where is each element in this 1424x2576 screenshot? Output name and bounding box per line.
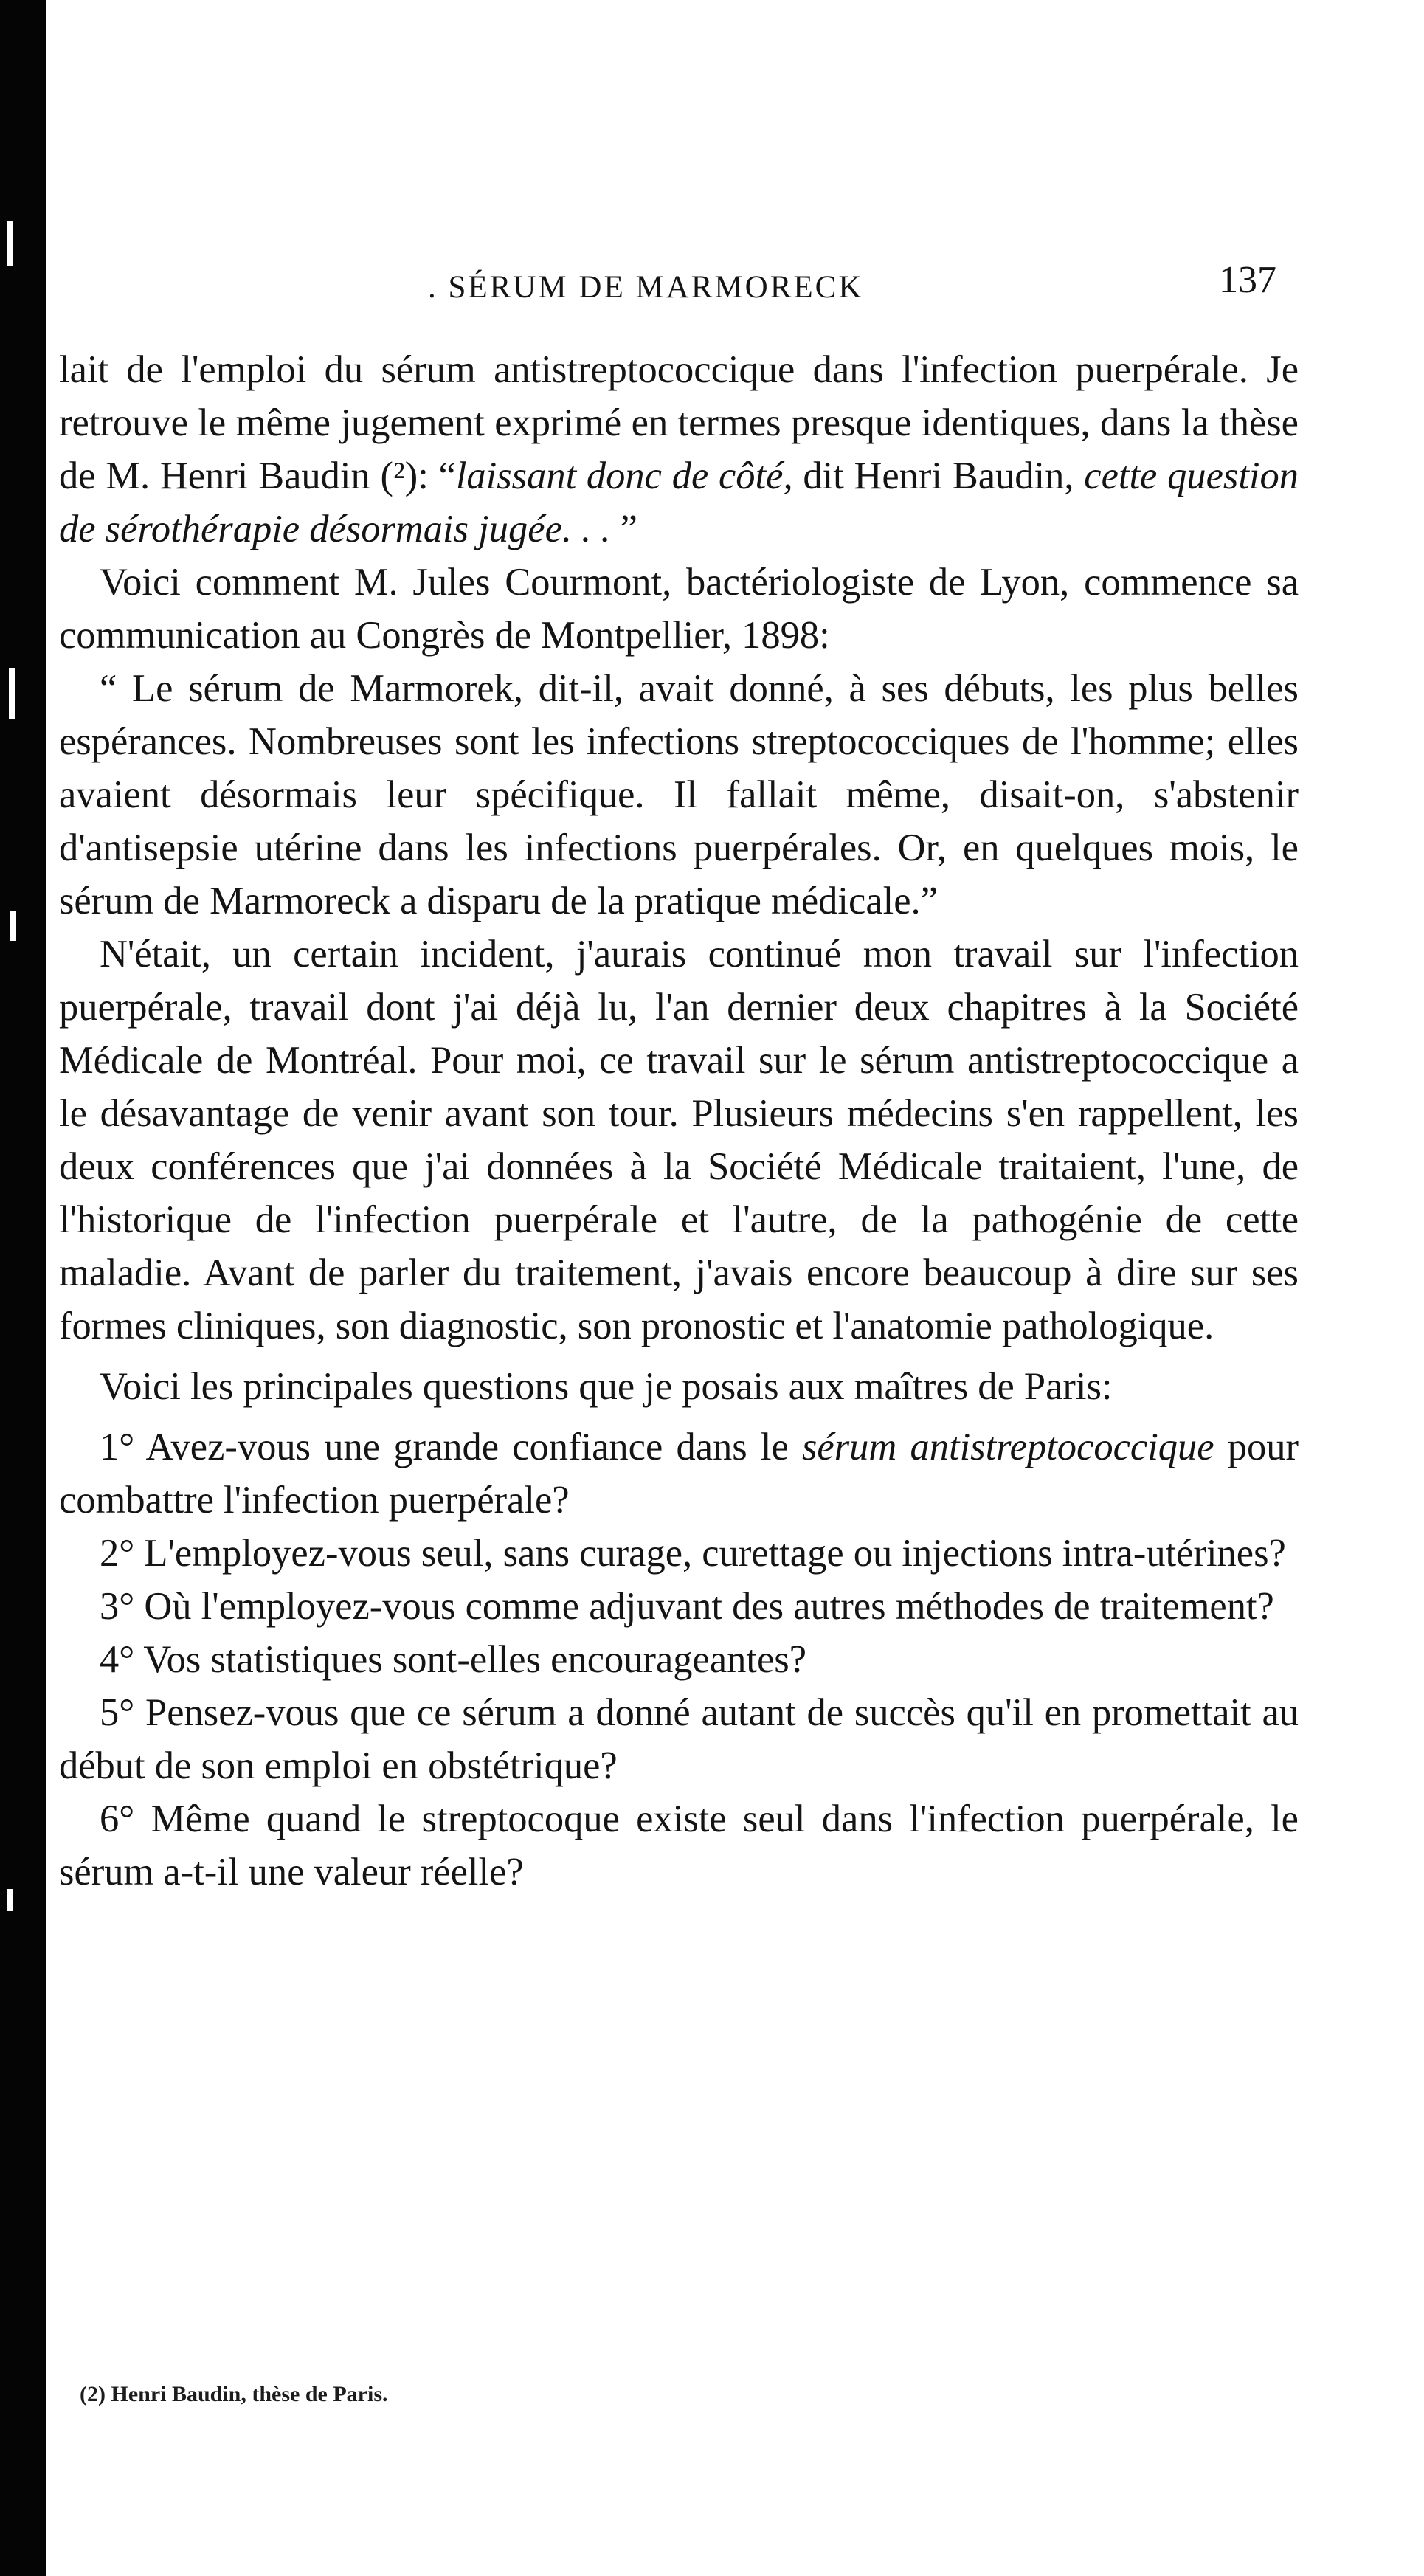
paragraph: [59, 1360, 1299, 1413]
paragraph: [59, 556, 1299, 662]
paragraph: [59, 662, 1299, 928]
text-run: Voici comment M. Jules Courmont, bactériologiste de Lyon, commence sa communication au Congrès de Montpellier, 1898:: [59, 561, 1299, 657]
italic-text: cette question de sérothérapie désormais jugée. . .: [59, 455, 1299, 550]
text-run: 4° Vos statistiques sont-elles encourageantes?: [100, 1638, 807, 1681]
text-run: 2° L'employez-vous seul, sans curage, curettage ou injections intra-utérines?: [100, 1532, 1286, 1575]
text-run: “ Le sérum de Marmorek, dit-il, avait donné, à ses débuts, les plus belles espérances. Nombreuses sont les infections streptococciques de l'homme; elles avaient désormais leur spécifique. Il fallait même, disait-on, s'abstenir d'antisepsie utérine dans les infections puerpérales. Or, en quelques mois, le sérum de Marmoreck a disparu de la pratique médicale.”: [59, 667, 1299, 922]
paragraph: [59, 928, 1299, 1353]
scan-mark: [7, 221, 13, 266]
scan-binding-edge: [0, 0, 46, 2576]
paragraph: [59, 1420, 1299, 1527]
page-number: 137: [1219, 259, 1276, 301]
italic-text: laissant donc de côté,: [455, 455, 793, 497]
text-run: 5° Pensez-vous que ce sérum a donné autant de succès qu'il en promettait au début de son emploi en obstétrique?: [59, 1691, 1299, 1787]
scan-mark: [7, 1889, 13, 1911]
running-head: [59, 251, 1299, 317]
scan-mark: [9, 668, 15, 719]
text-run: 1° Avez-vous une grande confiance dans le: [100, 1426, 802, 1468]
text-run: N'était, un certain incident, j'aurais continué mon travail sur l'infection puerpérale, travail dont j'ai déjà lu, l'an dernier deux chapitres à la Société Médicale de Montréal. Pour moi, ce travail sur le sérum antistreptococcique a le désavantage de venir avant son tour. Plusieurs médecins s'en rappellent, les deux conférences que j'ai données à la Société Médicale traitaient, l'une, de l'historique de l'infection puerpérale et l'autre, de la pathogénie de cette maladie. Avant de parler du traitement, j'avais encore beaucoup à dire sur ses formes cliniques, son diagnostic, son pronostic et l'anatomie pathologique.: [59, 933, 1299, 1347]
text-run: ”: [610, 508, 637, 550]
paragraph: [59, 343, 1299, 556]
book-page: [59, 0, 1299, 2576]
text-run: Voici les principales questions que je posais aux maîtres de Paris:: [100, 1365, 1113, 1408]
paragraph: [59, 1633, 1299, 1686]
body-text: [59, 343, 1299, 1899]
footnote: (2) Henri Baudin, thèse de Paris.: [80, 2382, 388, 2406]
text-run: pour combattre l'infection puerpérale?: [59, 1426, 1299, 1522]
paragraph: [59, 1580, 1299, 1633]
running-head-title: . SÉRUM DE MARMORECK: [428, 270, 864, 305]
paragraph: [59, 1686, 1299, 1792]
text-run: dit Henri Baudin,: [792, 455, 1085, 497]
text-run: 3° Où l'employez-vous comme adjuvant des autres méthodes de traitement?: [100, 1585, 1274, 1628]
italic-text: sérum antistreptococcique: [801, 1426, 1214, 1468]
paragraph: [59, 1527, 1299, 1580]
scan-mark: [10, 911, 16, 941]
text-run: lait de l'emploi du sérum antistreptococcique dans l'infection puerpérale. Je retrouve le même jugement exprimé en termes presque identiques, dans la thèse de M. Henri Baudin (²): “: [59, 348, 1299, 497]
text-run: 6° Même quand le streptocoque existe seul dans l'infection puerpérale, le sérum a-t-il une valeur réelle?: [59, 1798, 1299, 1893]
paragraph: [59, 1792, 1299, 1899]
